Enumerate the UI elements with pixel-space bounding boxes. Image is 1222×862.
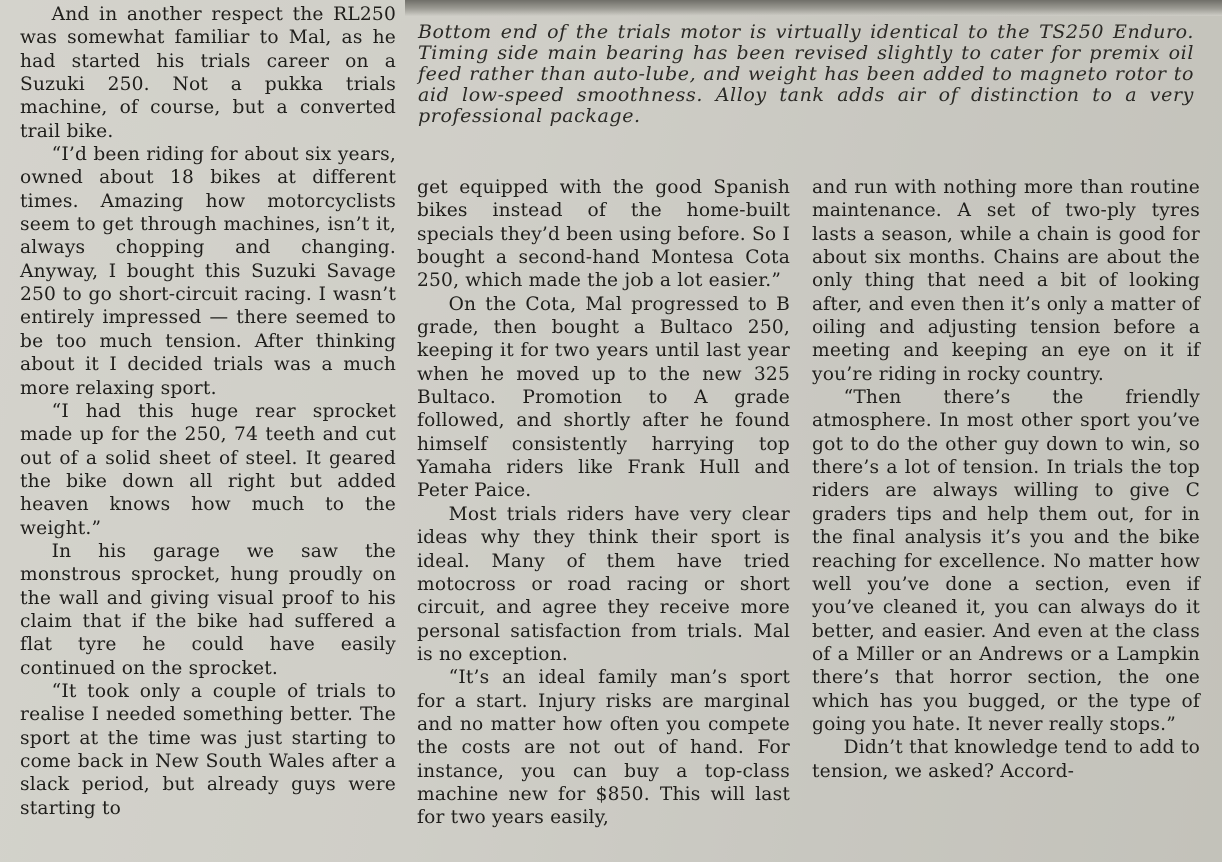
- photo-caption: Bottom end of the trials motor is virtually identical to the TS250 Enduro. Timing side main bearing has been revised slightly to cater for premix oil feed rather than auto-lube, and weight has been added to magneto rotor to aid low-speed smoothness. Alloy tank adds air of distinction to a very professional package.: [418, 21, 1194, 127]
- paragraph: And in another respect the RL250 was somewhat familiar to Mal, as he had started his trials career on a Suzuki 250. Not a pukka trials machine, of course, but a converted trail bike.: [20, 4, 396, 142]
- paragraph: On the Cota, Mal progressed to B grade, then bought a Bultaco 250, keeping it for two years until last year when he moved up to the new 325 Bultaco. Promotion to A grade followed, and shortly after he found himself consistently harrying top Yamaha riders like Frank Hull and Peter Paice.: [417, 293, 790, 502]
- paragraph: “Then there’s the friendly atmosphere. In most other sport you’ve got to do the other guy down to win, so there’s a lot of tension. In trials the top riders are always willing to give C graders tips and help them out, for in the final analysis it’s you and the bike reaching for excellence. No matter how well you’ve done a section, even if you’ve cleaned it, you can always do it better, and easier. And even at the class of a Miller or an Andrews or a Lampkin there’s that horror section, the one which has you bugged, or the type of going you hate. It never really stops.”: [812, 387, 1200, 735]
- article-column-left: [20, 3, 396, 820]
- paragraph: In his garage we saw the monstrous sprocket, hung proudly on the wall and giving visual proof to his claim that if the bike had suffered a flat tyre he could have easily continued on the sprocket.: [20, 540, 396, 679]
- paragraph: “It’s an ideal family man’s sport for a start. Injury risks are marginal and no matter how often you compete the costs are not out of hand. For instance, you can buy a top-class machine new for $850. This will last for two years easily,: [417, 667, 790, 829]
- paragraph: Didn’t that knowledge tend to add to tension, we asked? Accord-: [812, 737, 1200, 782]
- paragraph: “I’d been riding for about six years, owned about 18 bikes at different times. Amazing how motorcyclists seem to get through machines, isn’t it, always chopping and changing. Anyway, I bought this Suzuki Savage 250 to go short-circuit racing. I wasn’t entirely impressed — there seemed to be too much tension. After thinking about it I decided trials was a much more relaxing sport.: [20, 144, 396, 399]
- photo-bottom-edge: [405, 0, 1222, 16]
- paragraph: “I had this huge rear sprocket made up for the 250, 74 teeth and cut out of a solid sheet of steel. It geared the bike down all right but added heaven knows how much to the weight.”: [20, 400, 396, 539]
- article-column-right: [812, 176, 1200, 783]
- paragraph: and run with nothing more than routine maintenance. A set of two-ply tyres lasts a season, while a chain is good for about six months. Chains are about the only thing that need a bit of looking after, and even then it’s only a matter of oiling and adjusting tension before a meeting and keeping an eye on it if you’re riding in rocky country.: [812, 177, 1200, 385]
- paragraph: get equipped with the good Spanish bikes instead of the home-built specials they’d been using before. So I bought a second-hand Montesa Cota 250, which made the job a lot easier.”: [417, 177, 790, 292]
- article-column-middle: [417, 176, 790, 830]
- paragraph: Most trials riders have very clear ideas why they think their sport is ideal. Many of them have tried motocross or road racing or short circuit, and agree they receive more personal satisfaction from trials. Mal is no exception.: [417, 503, 790, 665]
- paragraph: “It took only a couple of trials to realise I needed something better. The sport at the time was just starting to come back in New South Wales after a slack period, but already guys were starting to: [20, 680, 396, 819]
